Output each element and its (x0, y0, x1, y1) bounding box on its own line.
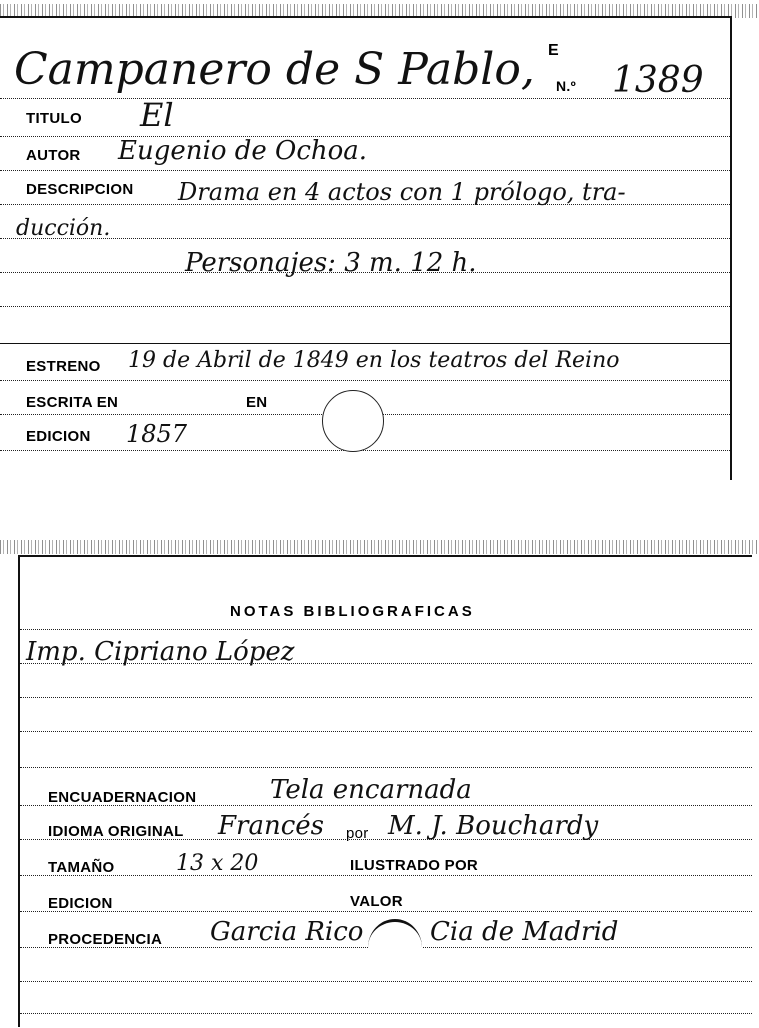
punch-hole (322, 390, 384, 452)
idioma-author: M. J. Bouchardy (388, 811, 599, 841)
descripcion-value-line2: ducción. (16, 216, 111, 241)
number-label: N.º (556, 78, 577, 94)
personajes-value: Personajes: 3 m. 12 h. (185, 248, 477, 278)
ilustrado-label: ILUSTRADO POR (350, 857, 479, 874)
idioma-por-label: por (346, 825, 369, 842)
procedencia-label: PROCEDENCIA (48, 931, 163, 948)
en-label: EN (246, 394, 268, 411)
card-heading: Campanero de S Pablo, (14, 44, 535, 95)
edicion2-label: EDICION (48, 895, 113, 912)
encuadernacion-label: ENCUADERNACION (48, 789, 197, 806)
descripcion-label: DESCRIPCION (26, 181, 134, 198)
scan-edge-middle (0, 540, 759, 554)
autor-label: AUTOR (26, 147, 81, 164)
descripcion-value-line1: Drama en 4 actos con 1 prólogo, tra- (178, 178, 626, 206)
escrita-label: ESCRITA EN (26, 394, 119, 411)
number-prefix: E (548, 42, 559, 59)
catalog-number: 1389 (612, 60, 704, 101)
idioma-label: IDIOMA ORIGINAL (48, 823, 184, 840)
titulo-label: TITULO (26, 110, 82, 127)
estreno-label: ESTRENO (26, 358, 101, 375)
procedencia-value-2: Cia de Madrid (430, 917, 619, 947)
catalog-card-front (0, 16, 732, 480)
estreno-value: 19 de Abril de 1849 en los teatros del Reino (128, 348, 620, 373)
edicion-label: EDICION (26, 428, 91, 445)
autor-value: Eugenio de Ochoa. (118, 136, 368, 166)
titulo-value: El (140, 96, 174, 134)
tamano-value: 13 x 20 (176, 851, 259, 876)
catalog-card-back (18, 555, 752, 1027)
edicion-value: 1857 (126, 420, 188, 448)
notes-value: Imp. Cipriano López (26, 637, 295, 667)
tamano-label: TAMAÑO (48, 859, 115, 876)
punch-hole (368, 919, 422, 976)
valor-label: VALOR (350, 893, 403, 910)
encuadernacion-value: Tela encarnada (270, 775, 472, 805)
notes-title: NOTAS BIBLIOGRAFICAS (230, 603, 475, 620)
idioma-value: Francés (218, 811, 325, 841)
procedencia-value: Garcia Rico (210, 917, 364, 947)
